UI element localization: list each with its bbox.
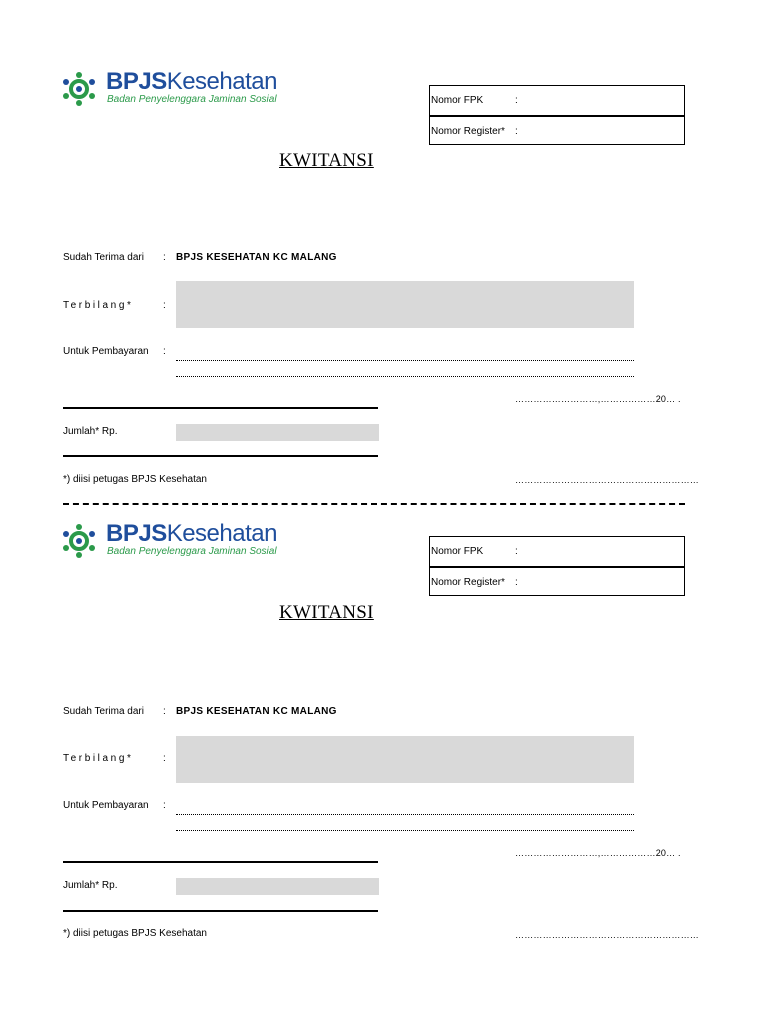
untuk-colon: :	[163, 346, 166, 357]
untuk-label: Untuk Pembayaran	[63, 800, 149, 811]
nomor-register-row[interactable]	[430, 115, 684, 147]
brand-tagline: Badan Penyelenggara Jaminan Sosial	[107, 94, 277, 105]
terbilang-colon: :	[163, 753, 166, 764]
sudah-colon: :	[163, 706, 166, 717]
brand-tagline: Badan Penyelenggara Jaminan Sosial	[107, 546, 277, 557]
terbilang-label: Terbilang*	[63, 753, 134, 764]
sudah-label: Sudah Terima dari	[63, 252, 144, 263]
nomor-fpk-label: Nomor FPK	[431, 95, 484, 106]
date-dots: ………………………,………………20… .	[515, 394, 681, 404]
number-box	[429, 85, 685, 145]
nomor-register-row[interactable]	[430, 566, 684, 598]
nomor-register-label: Nomor Register*	[431, 126, 505, 137]
footnote: *) diisi petugas BPJS Kesehatan	[63, 474, 207, 485]
brand-name	[106, 69, 277, 95]
bpjs-logo	[62, 520, 277, 562]
untuk-label: Untuk Pembayaran	[63, 346, 149, 357]
untuk-line-2[interactable]	[176, 830, 634, 831]
nomor-fpk-row[interactable]	[430, 537, 684, 566]
terbilang-field[interactable]	[176, 281, 634, 328]
jumlah-top-rule	[63, 407, 378, 409]
signature-dots: ……………………………………………………	[515, 475, 699, 485]
signature-dots: ……………………………………………………	[515, 930, 699, 940]
terbilang-colon: :	[163, 300, 166, 311]
receipt-top	[0, 70, 768, 524]
brand-part1: BPJS	[106, 520, 167, 547]
sudah-colon: :	[163, 252, 166, 263]
receipt-title: KWITANSI	[279, 150, 374, 171]
nomor-fpk-label: Nomor FPK	[431, 546, 484, 557]
brand-part1: BPJS	[106, 68, 167, 95]
nomor-register-colon: :	[515, 577, 518, 588]
brand-part2: Kesehatan	[166, 520, 277, 547]
receipt-title: KWITANSI	[279, 602, 374, 623]
receipt-bottom	[0, 522, 768, 976]
sudah-label: Sudah Terima dari	[63, 706, 144, 717]
jumlah-top-rule	[63, 861, 378, 863]
jumlah-bottom-rule	[63, 455, 378, 457]
sudah-value: BPJS KESEHATAN KC MALANG	[176, 252, 337, 263]
cut-line	[63, 503, 685, 505]
brand-part2: Kesehatan	[166, 68, 277, 95]
brand-name	[106, 521, 277, 547]
nomor-register-label: Nomor Register*	[431, 577, 505, 588]
nomor-fpk-colon: :	[515, 95, 518, 106]
nomor-register-colon: :	[515, 126, 518, 137]
number-box	[429, 536, 685, 596]
terbilang-field[interactable]	[176, 736, 634, 783]
jumlah-field[interactable]	[176, 424, 379, 441]
footnote: *) diisi petugas BPJS Kesehatan	[63, 928, 207, 939]
bpjs-logo	[62, 68, 277, 110]
untuk-line-2[interactable]	[176, 376, 634, 377]
untuk-line-1[interactable]	[176, 360, 634, 361]
nomor-fpk-colon: :	[515, 546, 518, 557]
untuk-line-1[interactable]	[176, 814, 634, 815]
sudah-value: BPJS KESEHATAN KC MALANG	[176, 706, 337, 717]
date-dots: ………………………,………………20… .	[515, 848, 681, 858]
jumlah-bottom-rule	[63, 910, 378, 912]
jumlah-label: Jumlah* Rp.	[63, 880, 118, 891]
jumlah-field[interactable]	[176, 878, 379, 895]
terbilang-label: Terbilang*	[63, 300, 134, 311]
jumlah-label: Jumlah* Rp.	[63, 426, 118, 437]
bpjs-emblem-icon	[62, 524, 96, 558]
bpjs-emblem-icon	[62, 72, 96, 106]
untuk-colon: :	[163, 800, 166, 811]
nomor-fpk-row[interactable]	[430, 86, 684, 115]
